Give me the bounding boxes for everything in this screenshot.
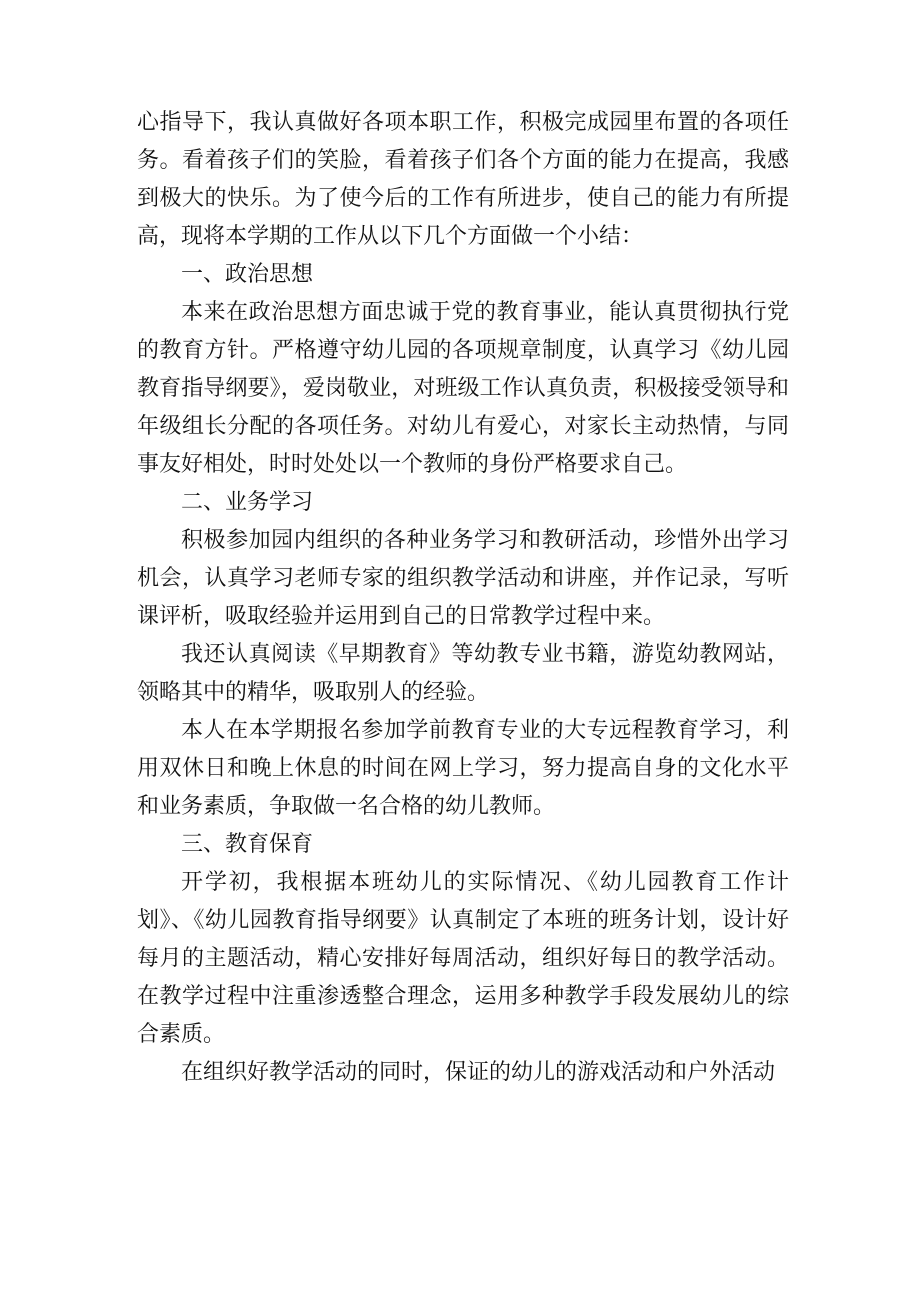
section-heading-politics: 一、政治思想 [181, 262, 314, 287]
section-heading-education: 三、教育保育 [181, 832, 314, 857]
paragraph-study-3: 本人在本学期报名参加学前教育专业的大专远程教育学习，利用双休日和晚上休息的时间在网上学习，努力提高自身的文化水平和业务素质，争取做一名合格的幼儿教师。 [137, 718, 789, 819]
paragraph-education-1: 开学初，我根据本班幼儿的实际情况、《幼儿园教育工作计划》、《幼儿园教育指导纲要》认真制定了本班的班务计划，设计好每月的主题活动，精心安排好每周活动，组织好每日的教学活动。在教学过程中注重渗透整合理念，运用多种教学手段发展幼儿的综合素质。 [137, 870, 789, 1047]
paragraph-politics: 本来在政治思想方面忠诚于党的教育事业，能认真贯彻执行党的教育方针。严格遵守幼儿园的各项规章制度，认真学习《幼儿园教育指导纲要》，爱岗敬业，对班级工作认真负责，积极接受领导和年级组长分配的各项任务。对幼儿有爱心，对家长主动热情，与同事友好相处，时时处处以一个教师的身份严格要求自己。 [137, 300, 789, 477]
document-body [137, 104, 789, 1092]
section-heading-study: 二、业务学习 [181, 490, 314, 515]
paragraph-study-1: 积极参加园内组织的各种业务学习和教研活动，珍惜外出学习机会，认真学习老师专家的组织教学活动和讲座，并作记录，写听课评析，吸取经验并运用到自己的日常教学过程中来。 [137, 528, 789, 629]
paragraph-intro: 心指导下，我认真做好各项本职工作，积极完成园里布置的各项任务。看着孩子们的笑脸，看着孩子们各个方面的能力在提高，我感到极大的快乐。为了使今后的工作有所进步，使自己的能力有所提高，现将本学期的工作从以下几个方面做一个小结： [137, 110, 789, 249]
paragraph-study-2: 我还认真阅读《早期教育》等幼教专业书籍，游览幼教网站，领略其中的精华，吸取别人的经验。 [137, 642, 789, 705]
paragraph-education-2: 在组织好教学活动的同时，保证的幼儿的游戏活动和户外活动 [181, 1060, 776, 1085]
